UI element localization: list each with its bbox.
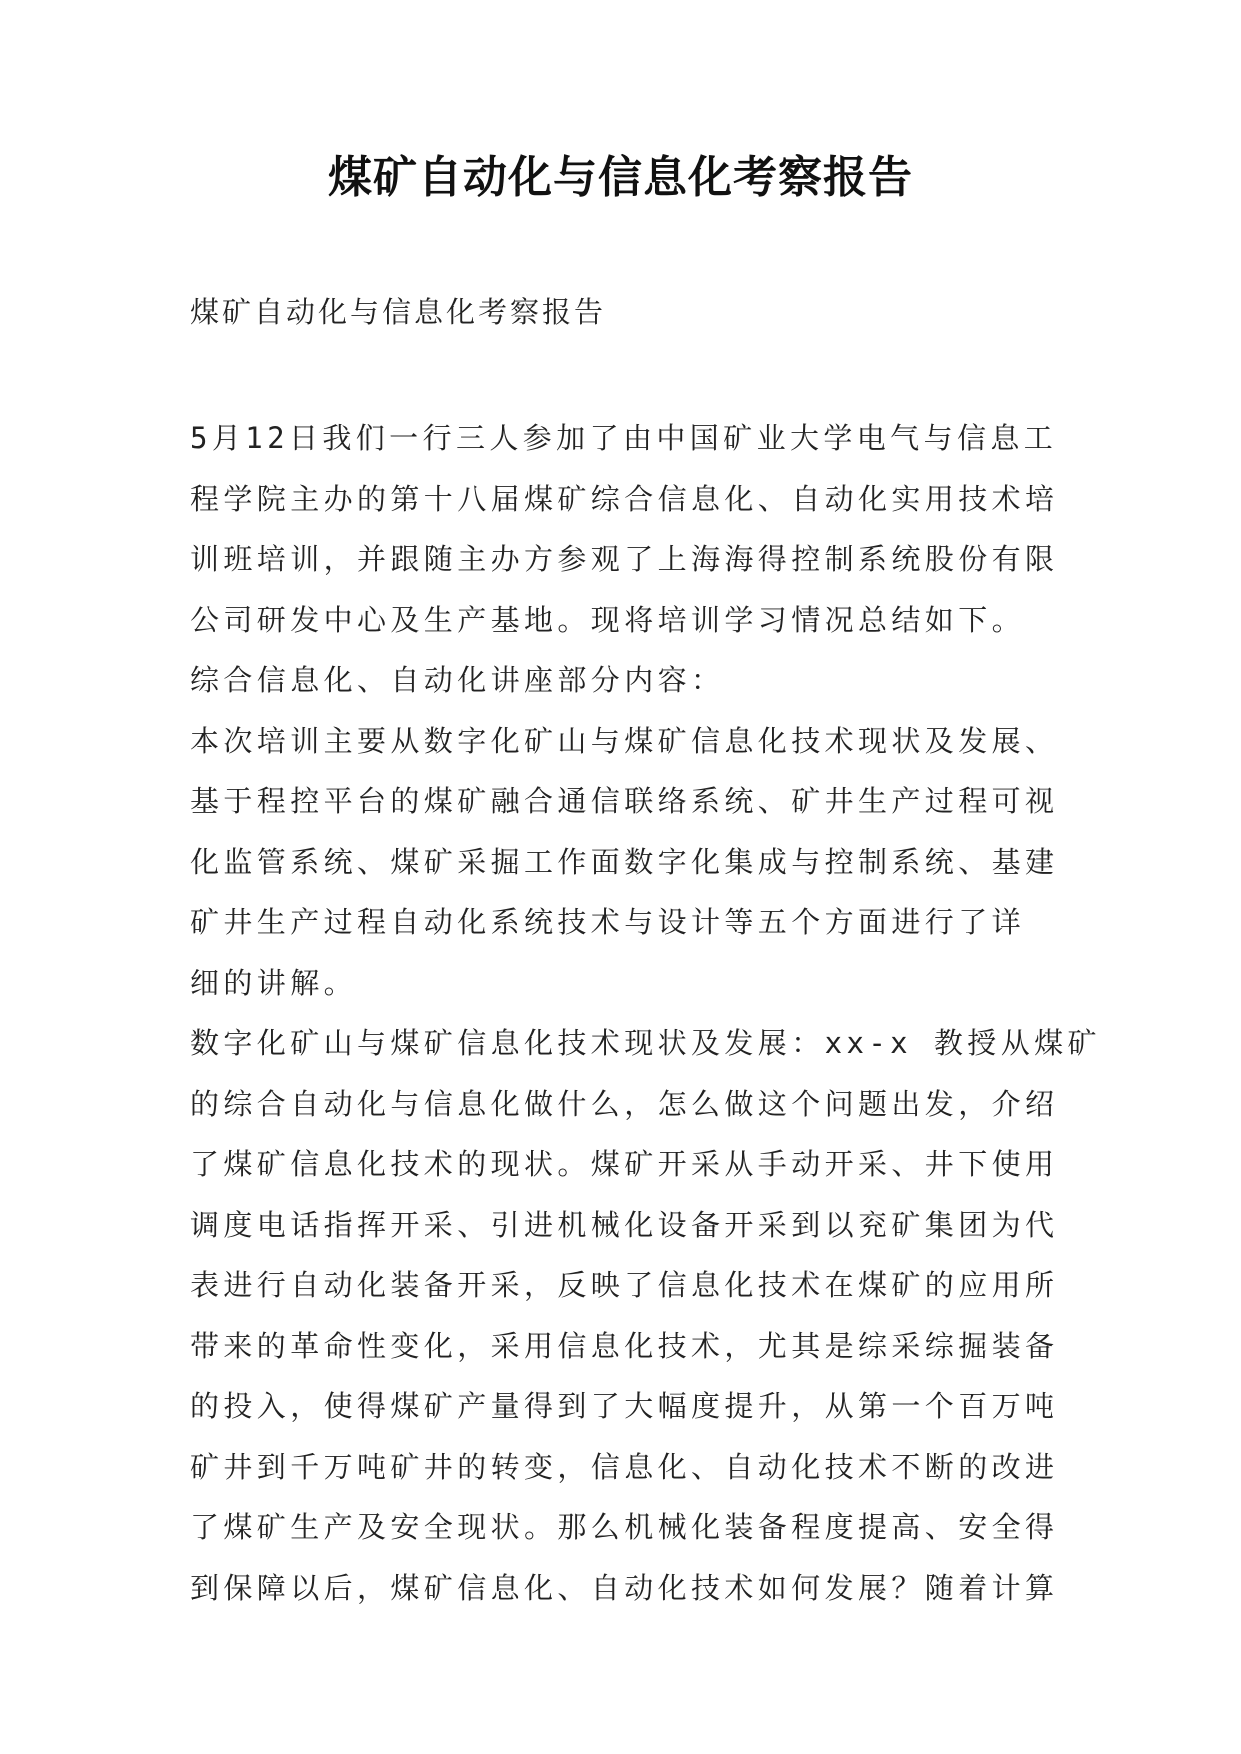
body-line: 带来的革命性变化，采用信息化技术，尤其是综采综掘装备 (190, 1328, 1059, 1363)
body-line: 了煤矿生产及安全现状。那么机械化装备程度提高、安全得 (190, 1510, 1059, 1544)
body-line: 表进行自动化装备开采，反映了信息化技术在煤矿的应用所 (190, 1268, 1059, 1302)
body-line: 程学院主办的第十八届煤矿综合信息化、自动化实用技术培 (190, 481, 1059, 516)
document-body (190, 408, 1101, 1618)
body-line: 公司研发中心及生产基地。现将培训学习情况总结如下。 (190, 602, 1026, 637)
body-line: 综合信息化、自动化讲座部分内容： (190, 663, 725, 697)
document-title: 煤矿自动化与信息化考察报告 (328, 152, 913, 203)
body-line: 到保障以后，煤矿信息化、自动化技术如何发展？随着计算 (190, 1570, 1059, 1605)
body-line: 化监管系统、煤矿采掘工作面数字化集成与控制系统、基建 (190, 844, 1059, 879)
body-line: 数字化矿山与煤矿信息化技术现状及发展：xx-x 教授从煤矿 (190, 1026, 1101, 1060)
body-line: 矿井生产过程自动化系统技术与设计等五个方面进行了详 (190, 905, 1026, 939)
body-line: 基于程控平台的煤矿融合通信联络系统、矿井生产过程可视 (190, 784, 1059, 818)
document-subtitle: 煤矿自动化与信息化考察报告 (190, 295, 607, 329)
body-line: 本次培训主要从数字化矿山与煤矿信息化技术现状及发展、 (190, 723, 1059, 758)
body-line: 的投入，使得煤矿产量得到了大幅度提升，从第一个百万吨 (190, 1389, 1059, 1423)
body-line: 的综合自动化与信息化做什么，怎么做这个问题出发，介绍 (190, 1086, 1059, 1121)
body-line: 训班培训，并跟随主办方参观了上海海得控制系统股份有限 (190, 542, 1059, 576)
body-line: 细的讲解。 (190, 965, 358, 1000)
body-line: 了煤矿信息化技术的现状。煤矿开采从手动开采、井下使用 (190, 1147, 1059, 1181)
body-line: 5月12日我们一行三人参加了由中国矿业大学电气与信息工 (190, 421, 1058, 455)
body-line: 矿井到千万吨矿井的转变，信息化、自动化技术不断的改进 (190, 1449, 1059, 1484)
body-line: 调度电话指挥开采、引进机械化设备开采到以兖矿集团为代 (190, 1207, 1059, 1242)
